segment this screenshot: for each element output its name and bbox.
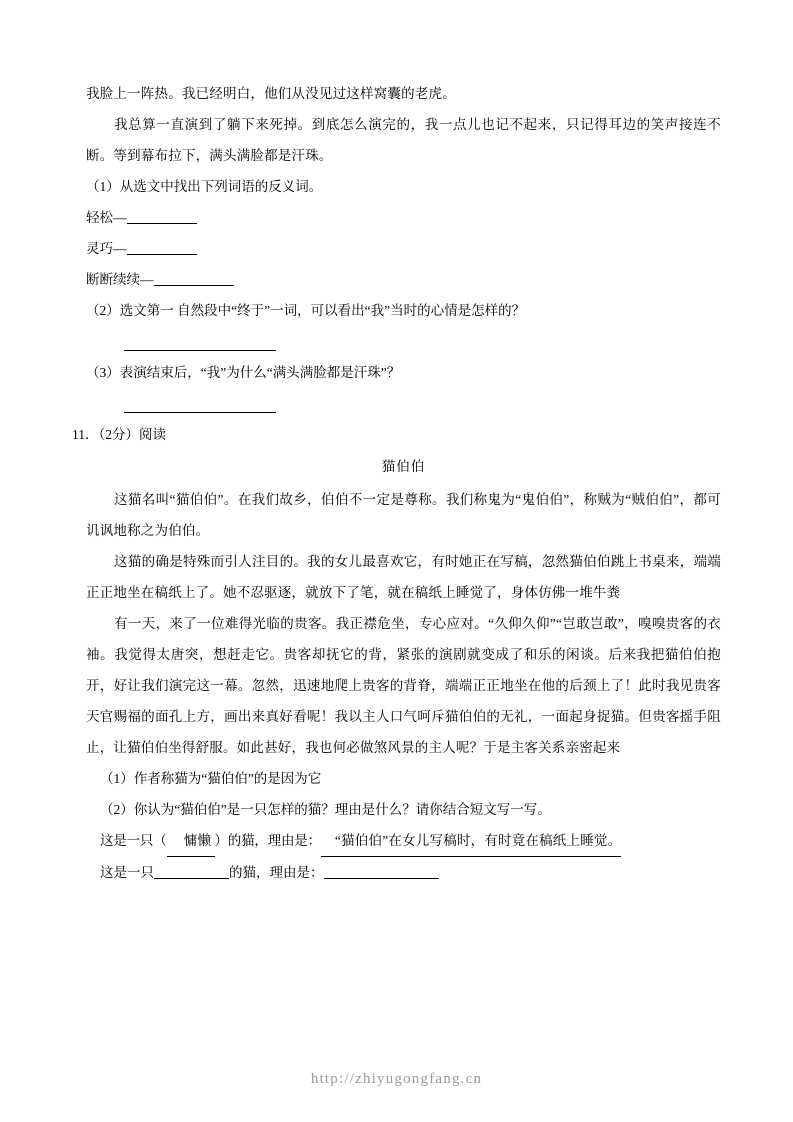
- antonym-blank-2[interactable]: [127, 240, 197, 255]
- answer-row-1-value[interactable]: 慵懒: [167, 825, 215, 857]
- antonym-word-3: 断断续续—: [86, 272, 154, 287]
- antonym-word-2: 灵巧—: [86, 241, 127, 256]
- answer-row-1-text[interactable]: “猫伯伯”在女儿写稿时，有时竟在稿纸上睡觉。: [321, 825, 621, 857]
- question-11-sub-1: （1）作者称猫为“猫伯伯”的是因为它: [100, 771, 322, 786]
- paragraph-2: 我总算一直演到了躺下来死掉。到底怎么演完的，我一点儿也记不起来，只记得耳边的笑声接连不断。等到幕布拉下，满头满脸都是汗珠。: [86, 117, 721, 163]
- answer-row-2-prefix: 这是一只: [100, 865, 154, 880]
- antonym-item-1: [86, 202, 721, 233]
- question-11-number: 11．（2分）阅读: [72, 427, 166, 442]
- answer-row-2-reason-blank[interactable]: [324, 864, 439, 879]
- question-3-label: （3）表演结束后，“我”为什么“满头满脸都是汗珠”？: [86, 365, 401, 380]
- answer-area-3[interactable]: [86, 388, 721, 419]
- answer-row-2-blank[interactable]: [154, 864, 229, 879]
- answer-row-2-mid: 的猫，理由是：: [229, 865, 324, 880]
- passage-title: 猫伯伯: [381, 459, 426, 474]
- answer-rule-3: [124, 412, 276, 413]
- answer-row-1-prefix: 这是一只（: [100, 833, 167, 848]
- paragraph-1: 我脸上一阵热。我已经明白，他们从没见过这样窝囊的老虎。: [86, 86, 456, 101]
- antonym-item-3: [86, 264, 721, 295]
- answer-area-2[interactable]: [86, 326, 721, 357]
- answer-rule-2: [124, 350, 276, 351]
- answer-row-1-mid: ）的猫，理由是：: [214, 833, 321, 848]
- question-2-label: （2）选文第一 自然段中“终于”一词，可以看出“我”当时的心情是怎样的？: [86, 303, 526, 318]
- antonym-word-1: 轻松—: [86, 210, 127, 225]
- answer-row-1: [86, 825, 721, 857]
- answer-row-2: [86, 857, 721, 888]
- antonym-blank-1[interactable]: [127, 209, 197, 224]
- antonym-blank-3[interactable]: [154, 271, 234, 286]
- antonym-item-2: [86, 233, 721, 264]
- passage-paragraph-1: 这猫名叫“猫伯伯”。在我们故乡，伯伯不一定是尊称。我们称鬼为“鬼伯伯”，称贼为“贼伯伯”，都可讥讽地称之为伯伯。: [86, 492, 721, 538]
- question-1-label: （1）从选文中找出下列词语的反义词。: [86, 179, 323, 194]
- passage-paragraph-2: 这猫的确是特殊而引人注目的。我的女儿最喜欢它，有时她正在写稿，忽然猫伯伯跳上书桌来，端端正正地坐在稿纸上了。她不忍驱逐，就放下了笔，就在稿纸上睡觉了，身体仿佛一堆牛粪: [86, 554, 721, 600]
- question-11-sub-2: （2）你认为“猫伯伯”是一只怎样的猫？理由是什么？请你结合短文写一写。: [100, 802, 551, 817]
- passage-paragraph-3: 有一天，来了一位难得光临的贵客。我正襟危坐，专心应对。“久仰久仰”“岂敢岂敢”，嗅嗅贵客的衣袖。我觉得太唐突，想赶走它。贵客却抚它的背，紧张的演剧就变成了和乐的闲谈。后来我把猫伯伯抱开，好让我们演完这一幕。忽然，迅速地爬上贵客的背脊，端端正正地坐在他的后颈上了！此时我见贵客天官赐福的面孔上方，画出来真好看呢！我以主人口气呵斥猫伯伯的无礼，一面起身捉猫。但贵客摇手阻止，让猫伯伯坐得舒服。如此甚好，我也何必做煞风景的主人呢？于是主客关系亲密起来: [86, 616, 721, 755]
- watermark: http://zhiyugongfang.cn: [310, 1071, 483, 1087]
